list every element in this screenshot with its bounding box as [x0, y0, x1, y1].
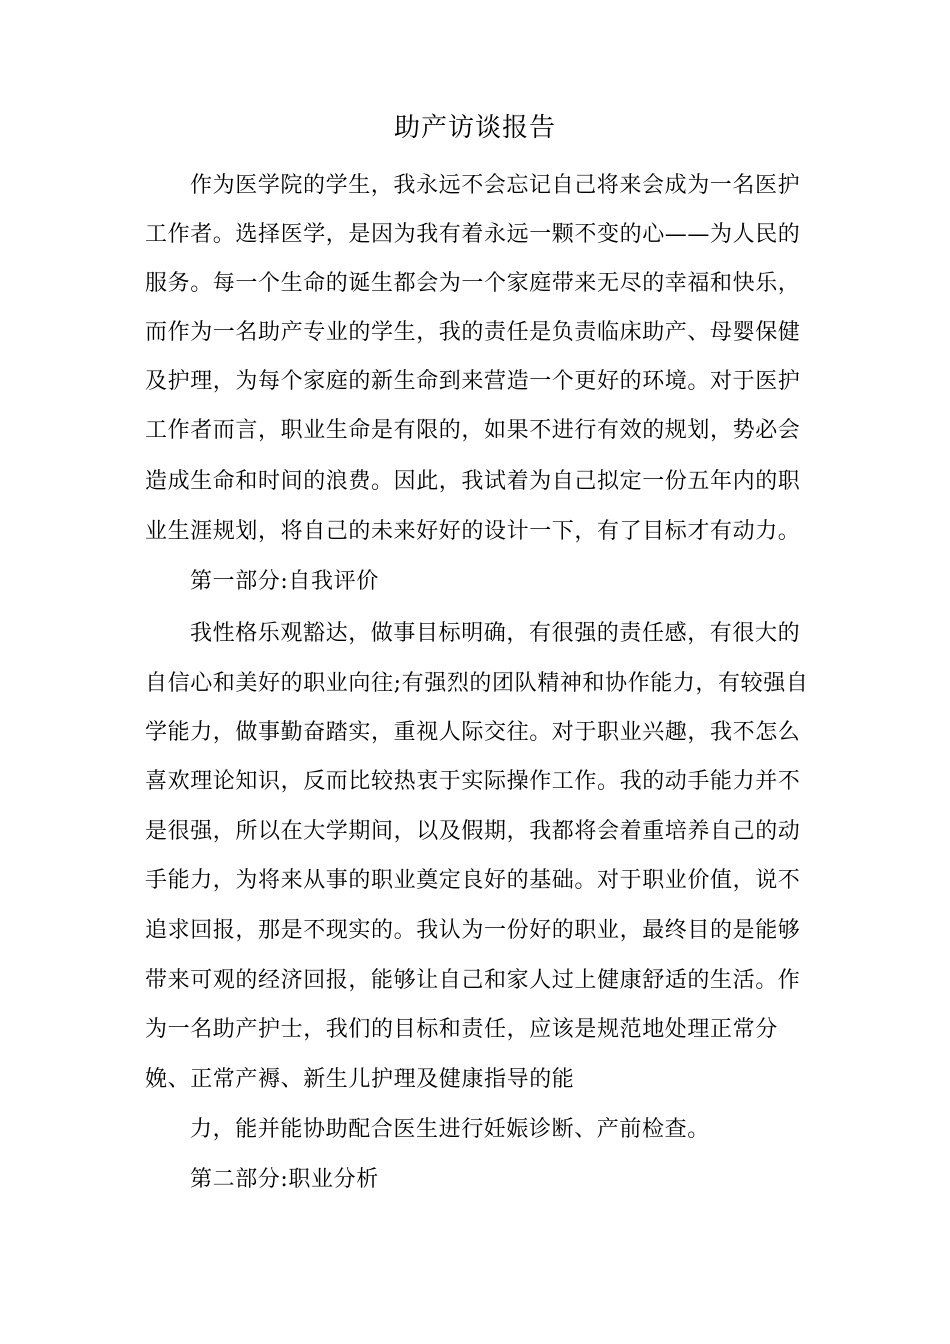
paragraph-line: 服务。每一个生命的诞生都会为一个家庭带来无尽的幸福和快乐，	[145, 271, 801, 296]
paragraph-line: 为一名助产护士，我们的目标和责任，应该是规范地处理正常分	[145, 1017, 778, 1042]
paragraph-line: 而作为一名助产专业的学生，我的责任是负责临床助产、母婴保健	[145, 320, 801, 345]
paragraph-line: 是很强，所以在大学期间，以及假期，我都将会着重培养自己的动	[145, 819, 801, 844]
paragraph-line: 工作者而言，职业生命是有限的，如果不进行有效的规划，势必会	[145, 418, 801, 443]
section-heading: 第一部分:自我评价	[190, 569, 379, 594]
paragraph-line: 工作者。选择医学，是因为我有着永远一颗不变的心——为人民的	[145, 222, 801, 247]
paragraph-line: 追求回报，那是不现实的。我认为一份好的职业，最终目的是能够	[145, 918, 801, 943]
paragraph-line: 手能力，为将来从事的职业奠定良好的基础。对于职业价值，说不	[145, 868, 801, 893]
paragraph-line: 喜欢理论知识，反而比较热衷于实际操作工作。我的动手能力并不	[145, 769, 801, 794]
paragraph-line: 学能力，做事勤奋踏实，重视人际交往。对于职业兴趣，我不怎么	[145, 720, 801, 745]
paragraph-line: 力，能并能协助配合医生进行妊娠诊断、产前检查。	[190, 1117, 710, 1142]
document-title: 助产访谈报告	[393, 113, 556, 143]
paragraph-line: 业生涯规划，将自己的未来好好的设计一下，有了目标才有动力。	[145, 519, 801, 544]
paragraph-line: 带来可观的经济回报，能够让自己和家人过上健康舒适的生活。作	[145, 968, 801, 993]
paragraph-line: 造成生命和时间的浪费。因此，我试着为自己拟定一份五年内的职	[145, 469, 801, 494]
paragraph-line: 我性格乐观豁达，做事目标明确，有很强的责任感，有很大的	[190, 621, 801, 646]
section-heading: 第二部分:职业分析	[190, 1167, 379, 1192]
paragraph-line: 作为医学院的学生，我永远不会忘记自己将来会成为一名医护	[190, 173, 801, 198]
paragraph-line: 娩、正常产褥、新生儿护理及健康指导的能	[145, 1067, 575, 1092]
paragraph-line: 及护理，为每个家庭的新生命到来营造一个更好的环境。对于医护	[145, 369, 801, 394]
paragraph-line: 自信心和美好的职业向往;有强烈的团队精神和协作能力，有较强自	[145, 671, 809, 696]
